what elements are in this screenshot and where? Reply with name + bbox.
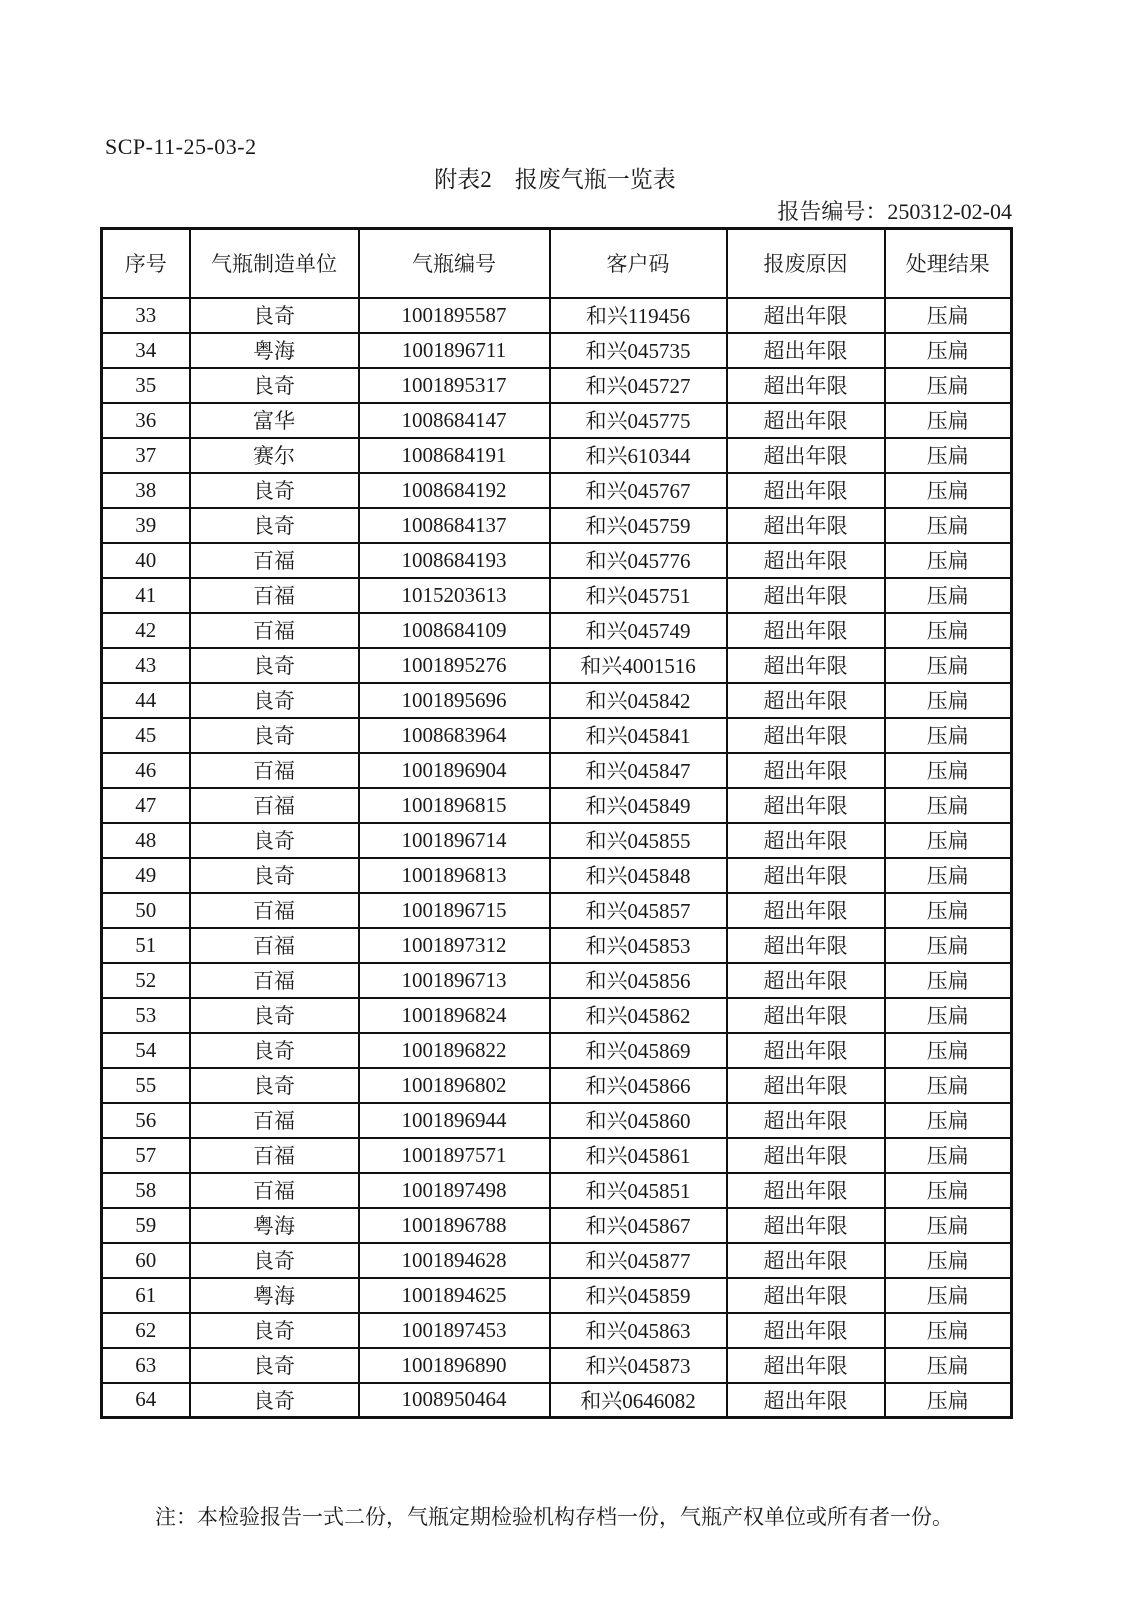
table-cell: 1001896713 (359, 963, 550, 998)
table-cell: 压扁 (885, 1208, 1012, 1243)
table-body (102, 298, 1012, 1418)
table-cell: 1001896904 (359, 753, 550, 788)
table-cell: 和兴045859 (550, 1278, 727, 1313)
table-cell: 粤海 (190, 1278, 359, 1313)
table-cell: 良奇 (190, 718, 359, 753)
table-cell: 压扁 (885, 1138, 1012, 1173)
table-cell: 百福 (190, 1138, 359, 1173)
table-cell: 压扁 (885, 1383, 1012, 1418)
table-cell: 压扁 (885, 963, 1012, 998)
table-cell: 52 (102, 963, 190, 998)
table-row (102, 753, 1012, 788)
table-cell: 和兴045751 (550, 578, 727, 613)
table-cell: 47 (102, 788, 190, 823)
table-cell: 压扁 (885, 753, 1012, 788)
table-row (102, 403, 1012, 438)
table-cell: 1001896815 (359, 788, 550, 823)
table-row (102, 1348, 1012, 1383)
table-row (102, 578, 1012, 613)
table-cell: 良奇 (190, 298, 359, 333)
table-cell: 和兴045749 (550, 613, 727, 648)
table-cell: 49 (102, 858, 190, 893)
table-cell: 压扁 (885, 858, 1012, 893)
table-cell: 超出年限 (727, 753, 885, 788)
table-cell: 1008683964 (359, 718, 550, 753)
table-cell: 和兴045735 (550, 333, 727, 368)
table-cell: 1001896788 (359, 1208, 550, 1243)
table-cell: 超出年限 (727, 1348, 885, 1383)
table-cell: 压扁 (885, 1033, 1012, 1068)
table-cell: 1001897498 (359, 1173, 550, 1208)
table-cell: 1001896824 (359, 998, 550, 1033)
table-cell: 1001896715 (359, 893, 550, 928)
table-cell: 压扁 (885, 1313, 1012, 1348)
table-row (102, 1068, 1012, 1103)
table-cell: 超出年限 (727, 438, 885, 473)
table-cell: 和兴045869 (550, 1033, 727, 1068)
table-row (102, 1313, 1012, 1348)
table-cell: 63 (102, 1348, 190, 1383)
table-cell: 超出年限 (727, 473, 885, 508)
table-cell: 压扁 (885, 928, 1012, 963)
table-cell: 压扁 (885, 508, 1012, 543)
table-cell: 和兴045727 (550, 368, 727, 403)
report-number-value: 250312-02-04 (887, 199, 1012, 224)
table-cell: 46 (102, 753, 190, 788)
table-row (102, 823, 1012, 858)
table-cell: 和兴045860 (550, 1103, 727, 1138)
table-cell: 56 (102, 1103, 190, 1138)
table-row (102, 613, 1012, 648)
table-header-row (102, 229, 1012, 298)
table-cell: 粤海 (190, 333, 359, 368)
table-cell: 超出年限 (727, 1138, 885, 1173)
table-cell: 35 (102, 368, 190, 403)
table-cell: 1008684137 (359, 508, 550, 543)
table-cell: 1001895276 (359, 648, 550, 683)
table-cell: 和兴4001516 (550, 648, 727, 683)
table-cell: 和兴045873 (550, 1348, 727, 1383)
table-cell: 良奇 (190, 1243, 359, 1278)
table-cell: 55 (102, 1068, 190, 1103)
table-cell: 良奇 (190, 1068, 359, 1103)
table-cell: 41 (102, 578, 190, 613)
table-cell: 1001895317 (359, 368, 550, 403)
table-cell: 超出年限 (727, 893, 885, 928)
table-cell: 压扁 (885, 998, 1012, 1033)
table-cell: 良奇 (190, 508, 359, 543)
table-row (102, 1103, 1012, 1138)
table-row (102, 438, 1012, 473)
table-cell: 和兴045847 (550, 753, 727, 788)
table-cell: 34 (102, 333, 190, 368)
table-cell: 百福 (190, 963, 359, 998)
table-header-cell: 客户码 (550, 229, 727, 298)
table-cell: 良奇 (190, 998, 359, 1033)
table-cell: 1001895587 (359, 298, 550, 333)
table-cell: 和兴045776 (550, 543, 727, 578)
table-cell: 42 (102, 613, 190, 648)
table-cell: 1001896813 (359, 858, 550, 893)
table-cell: 百福 (190, 753, 359, 788)
table-cell: 1001896802 (359, 1068, 550, 1103)
table-cell: 和兴045857 (550, 893, 727, 928)
footer-note: 注：本检验报告一式二份，气瓶定期检验机构存档一份，气瓶产权单位或所有者一份。 (155, 1505, 953, 1529)
table-cell: 1001896944 (359, 1103, 550, 1138)
table-cell: 和兴045842 (550, 683, 727, 718)
table-cell: 和兴045848 (550, 858, 727, 893)
table-cell: 压扁 (885, 1243, 1012, 1278)
table-cell: 压扁 (885, 718, 1012, 753)
table-cell: 超出年限 (727, 368, 885, 403)
table-cell: 良奇 (190, 683, 359, 718)
table-cell: 和兴045863 (550, 1313, 727, 1348)
table-row (102, 473, 1012, 508)
table-cell: 1008684109 (359, 613, 550, 648)
table-cell: 压扁 (885, 1278, 1012, 1313)
table-row (102, 928, 1012, 963)
table-row (102, 683, 1012, 718)
table-header-cell: 气瓶编号 (359, 229, 550, 298)
table-cell: 38 (102, 473, 190, 508)
table-cell: 压扁 (885, 613, 1012, 648)
table-cell: 超出年限 (727, 578, 885, 613)
table-cell: 53 (102, 998, 190, 1033)
report-number-line (100, 195, 1012, 226)
table-row (102, 298, 1012, 333)
table-cell: 超出年限 (727, 858, 885, 893)
table-cell: 超出年限 (727, 1103, 885, 1138)
table-cell: 超出年限 (727, 683, 885, 718)
table-cell: 1008684147 (359, 403, 550, 438)
table-cell: 超出年限 (727, 998, 885, 1033)
table-cell: 良奇 (190, 368, 359, 403)
table-cell: 1008950464 (359, 1383, 550, 1418)
table-cell: 37 (102, 438, 190, 473)
table-row (102, 858, 1012, 893)
table-cell: 1001897312 (359, 928, 550, 963)
table-cell: 压扁 (885, 1103, 1012, 1138)
table-cell: 压扁 (885, 683, 1012, 718)
table-cell: 压扁 (885, 1348, 1012, 1383)
table-row (102, 1383, 1012, 1418)
table-cell: 超出年限 (727, 718, 885, 753)
table-row (102, 1208, 1012, 1243)
table-cell: 和兴045867 (550, 1208, 727, 1243)
table-cell: 百福 (190, 928, 359, 963)
table-row (102, 1138, 1012, 1173)
table-cell: 超出年限 (727, 823, 885, 858)
table-cell: 超出年限 (727, 1313, 885, 1348)
table-cell: 59 (102, 1208, 190, 1243)
table-cell: 压扁 (885, 333, 1012, 368)
table-cell: 超出年限 (727, 928, 885, 963)
table-cell: 51 (102, 928, 190, 963)
table-cell: 超出年限 (727, 1278, 885, 1313)
table-cell: 超出年限 (727, 333, 885, 368)
table-cell: 1001897453 (359, 1313, 550, 1348)
report-number-label: 报告编号： (777, 199, 888, 224)
table-cell: 压扁 (885, 823, 1012, 858)
table-cell: 和兴610344 (550, 438, 727, 473)
table-cell: 1008684192 (359, 473, 550, 508)
table-cell: 54 (102, 1033, 190, 1068)
table-cell: 43 (102, 648, 190, 683)
table-cell: 1001896711 (359, 333, 550, 368)
table-cell: 良奇 (190, 1313, 359, 1348)
table-cell: 超出年限 (727, 648, 885, 683)
table-cell: 和兴045856 (550, 963, 727, 998)
table-cell: 超出年限 (727, 543, 885, 578)
table-cell: 和兴045849 (550, 788, 727, 823)
table-cell: 百福 (190, 578, 359, 613)
scrapped-cylinder-table (100, 227, 1013, 1419)
table-cell: 百福 (190, 1173, 359, 1208)
table-cell: 压扁 (885, 1173, 1012, 1208)
page-title: 附表2 报废气瓶一览表 (434, 167, 676, 192)
table-cell: 压扁 (885, 648, 1012, 683)
table-cell: 压扁 (885, 438, 1012, 473)
table-cell: 压扁 (885, 543, 1012, 578)
table-cell: 百福 (190, 543, 359, 578)
table-cell: 和兴045866 (550, 1068, 727, 1103)
doc-code: SCP-11-25-03-2 (105, 134, 257, 159)
table-cell: 百福 (190, 1103, 359, 1138)
table-cell: 百福 (190, 788, 359, 823)
table-cell: 和兴045851 (550, 1173, 727, 1208)
table-cell: 良奇 (190, 1033, 359, 1068)
table-cell: 62 (102, 1313, 190, 1348)
table-row (102, 543, 1012, 578)
table-cell: 超出年限 (727, 1173, 885, 1208)
table-row (102, 1173, 1012, 1208)
table-cell: 57 (102, 1138, 190, 1173)
table-cell: 超出年限 (727, 298, 885, 333)
table-head (102, 229, 1012, 298)
table-header-cell: 气瓶制造单位 (190, 229, 359, 298)
table-cell: 压扁 (885, 368, 1012, 403)
table-cell: 60 (102, 1243, 190, 1278)
table-cell: 百福 (190, 613, 359, 648)
table-cell: 和兴045855 (550, 823, 727, 858)
table-cell: 1001896822 (359, 1033, 550, 1068)
table-cell: 61 (102, 1278, 190, 1313)
table-cell: 和兴045877 (550, 1243, 727, 1278)
table-cell: 和兴119456 (550, 298, 727, 333)
table-cell: 压扁 (885, 403, 1012, 438)
table-cell: 45 (102, 718, 190, 753)
table-cell: 和兴045862 (550, 998, 727, 1033)
table-cell: 1001894628 (359, 1243, 550, 1278)
table-row (102, 718, 1012, 753)
table-cell: 良奇 (190, 473, 359, 508)
table-row (102, 368, 1012, 403)
table-cell: 压扁 (885, 578, 1012, 613)
table-cell: 压扁 (885, 1068, 1012, 1103)
table-cell: 超出年限 (727, 1383, 885, 1418)
table-cell: 良奇 (190, 1348, 359, 1383)
table-header-cell: 序号 (102, 229, 190, 298)
table-cell: 富华 (190, 403, 359, 438)
table-row (102, 1033, 1012, 1068)
table-cell: 48 (102, 823, 190, 858)
table-cell: 和兴045767 (550, 473, 727, 508)
table-cell: 超出年限 (727, 613, 885, 648)
table-cell: 超出年限 (727, 508, 885, 543)
table-header-cell: 报废原因 (727, 229, 885, 298)
table-cell: 50 (102, 893, 190, 928)
table-row (102, 648, 1012, 683)
table-cell: 良奇 (190, 858, 359, 893)
table-cell: 1008684191 (359, 438, 550, 473)
table-cell: 64 (102, 1383, 190, 1418)
table-cell: 33 (102, 298, 190, 333)
table-cell: 1001894625 (359, 1278, 550, 1313)
table-cell: 良奇 (190, 1383, 359, 1418)
table-cell: 超出年限 (727, 1068, 885, 1103)
table-row (102, 998, 1012, 1033)
table-cell: 和兴045841 (550, 718, 727, 753)
table-cell: 压扁 (885, 788, 1012, 823)
table-cell: 粤海 (190, 1208, 359, 1243)
table-cell: 超出年限 (727, 1208, 885, 1243)
table-cell: 赛尔 (190, 438, 359, 473)
table-cell: 超出年限 (727, 963, 885, 998)
table-row (102, 1243, 1012, 1278)
table-row (102, 333, 1012, 368)
table-cell: 1001896890 (359, 1348, 550, 1383)
table-cell: 1008684193 (359, 543, 550, 578)
table-cell: 1015203613 (359, 578, 550, 613)
table-cell: 超出年限 (727, 788, 885, 823)
table-cell: 36 (102, 403, 190, 438)
table-row (102, 893, 1012, 928)
table-cell: 压扁 (885, 298, 1012, 333)
table-cell: 超出年限 (727, 1033, 885, 1068)
table-cell: 良奇 (190, 823, 359, 858)
table-cell: 超出年限 (727, 1243, 885, 1278)
table-cell: 1001896714 (359, 823, 550, 858)
table-cell: 和兴045861 (550, 1138, 727, 1173)
table-cell: 39 (102, 508, 190, 543)
table-cell: 44 (102, 683, 190, 718)
table-row (102, 1278, 1012, 1313)
table-cell: 和兴045759 (550, 508, 727, 543)
table-cell: 58 (102, 1173, 190, 1208)
table-cell: 和兴045853 (550, 928, 727, 963)
table-cell: 百福 (190, 893, 359, 928)
table-cell: 和兴045775 (550, 403, 727, 438)
table-cell: 1001895696 (359, 683, 550, 718)
table-cell: 1001897571 (359, 1138, 550, 1173)
table-cell: 和兴0646082 (550, 1383, 727, 1418)
table-cell: 良奇 (190, 648, 359, 683)
table-row (102, 963, 1012, 998)
table-cell: 超出年限 (727, 403, 885, 438)
table-row (102, 508, 1012, 543)
table-header-cell: 处理结果 (885, 229, 1012, 298)
table-cell: 压扁 (885, 893, 1012, 928)
table-cell: 压扁 (885, 473, 1012, 508)
table-row (102, 788, 1012, 823)
table-cell: 40 (102, 543, 190, 578)
